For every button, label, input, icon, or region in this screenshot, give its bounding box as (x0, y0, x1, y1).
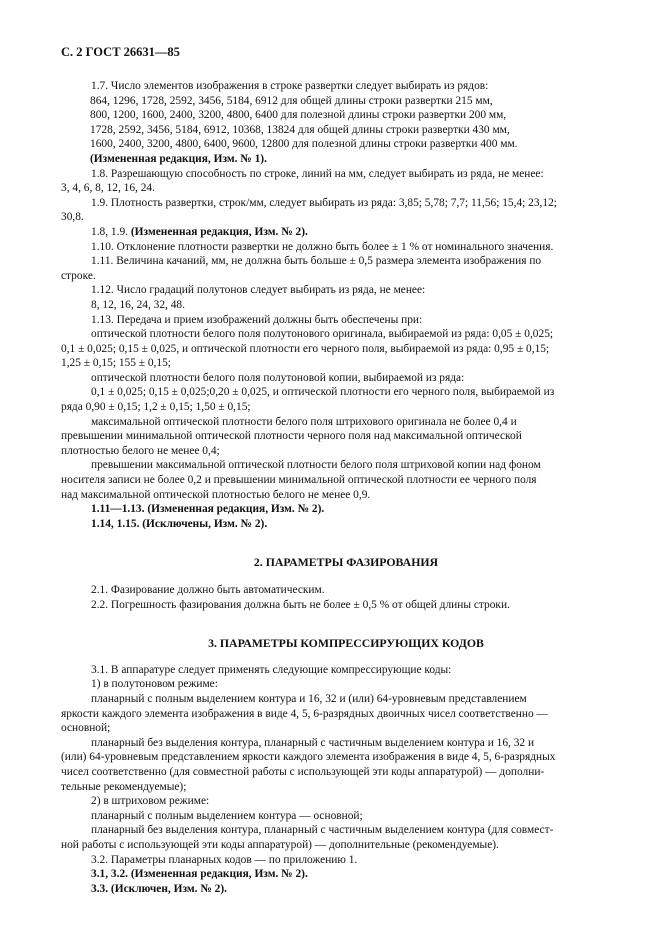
para-1-12-values: 8, 12, 16, 24, 32, 48. (91, 298, 185, 311)
para-1-13-line6: ряда 0,90 ± 0,15; 1,2 ± 0,15; 1,50 ± 0,15; (61, 401, 251, 414)
amendment-note-4: 3.1, 3.2. (Измененная редакция, Изм. № 2). (91, 868, 308, 881)
para-3-1-line10: ной работы с использующей эти коды аппаратурой) — дополнительные (рекомендуемые). (61, 838, 499, 851)
para-3-1-line5: (или) 64-уровневым представлением яркости каждого элемента изображения в виде 4, 5, 6-разрядных (61, 751, 556, 764)
row-430: 1728, 2592, 3456, 5184, 6912, 10368, 13824 для общей длины строки развертки 430 мм, (90, 123, 510, 136)
amendment-ref: 1.8, 1.9. (91, 225, 129, 238)
para-1-8-values: 3, 4, 6, 8, 12, 16, 24. (61, 182, 155, 195)
para-3-1: 3.1. В аппаратуре следует применять следующие компрессирующие коды: (91, 663, 452, 676)
row-400: 1600, 2400, 3200, 4800, 6400, 9600, 12800 для полезной длины строки развертки 400 мм. (90, 138, 518, 151)
document-body (61, 79, 601, 896)
para-1-13-line7: максимальной оптической плотности белого поля штрихового оригинала не более 0,4 и (91, 415, 517, 428)
para-3-1-line9: планарный без выделения контура, планарный с частичным выделением контура (для совмест- (91, 824, 554, 837)
para-1-13-line9: плотностью белого не менее 0,4; (61, 444, 220, 457)
para-3-1-line6: чисел соответственно (для совместной работы с использующей эти коды аппаратурой) — дополни- (61, 765, 545, 778)
para-3-1-line2: яркости каждого элемента изображения в виде 4, 5, 6-разрядных двоичных чисел соответственно — (61, 707, 548, 720)
excluded-note-2: 3.3. (Исключен, Изм. № 2). (91, 882, 227, 895)
para-1-7: 1.7. Число элементов изображения в строке развертки следует выбирать из рядов: (91, 80, 489, 92)
para-1-8: 1.8. Разрешающую способность по строке, линий на мм, следует выбирать из ряда, не менее: (91, 167, 544, 180)
para-1-13-line10: превышении максимальной оптической плотности белого поля штриховой копии над фоном (91, 459, 541, 472)
para-1-13-line5: 0,1 ± 0,025; 0,15 ± 0,025;0,20 ± 0,025, и оптической плотности его черного поля, выбираемой из (91, 386, 555, 399)
amendment-text: (Измененная редакция, Изм. № 2). (130, 225, 308, 238)
page-header: С. 2 ГОСТ 26631—85 (61, 45, 180, 59)
para-1-10: 1.10. Отклонение плотности развертки не должно быть более ± 1 % от номинального значения. (91, 240, 554, 253)
amendment-note-3: 1.11—1.13. (Измененная редакция, Изм. № 2). (91, 503, 325, 516)
para-3-1-item1: 1) в полутоновом режиме: (91, 678, 218, 691)
para-1-11: 1.11. Величина качаний, мм, не должна быть больше ± 0,5 размера элемента изображения по (91, 255, 542, 268)
para-1-13-line3: 1,25 ± 0,15; 155 ± 0,15; (61, 357, 171, 370)
para-3-1-line1: планарный с полным выделением контура и 16, 32 и (или) 64-уровневым представлением (91, 692, 527, 705)
para-2-1: 2.1. Фазирование должно быть автоматическим. (91, 584, 325, 596)
row-215: 864, 1296, 1728, 2592, 3456, 5184, 6912 для общей длины строки развертки 215 мм, (90, 94, 493, 107)
amendment-note-2 (91, 225, 601, 240)
para-3-1-line7: тельные рекомендуемые); (61, 780, 187, 793)
para-1-9: 1.9. Плотность развертки, строк/мм, следует выбирать из ряда: 3,85; 5,78; 7,7; 11,56; 15,4; 23,12; (91, 196, 557, 209)
para-3-1-line3: основной; (61, 722, 111, 735)
para-3-1-item2: 2) в штриховом режиме: (91, 795, 210, 808)
para-1-13-line4: оптической плотности белого поля полутоновой копии, выбираемой из ряда: (91, 371, 465, 384)
row-200: 800, 1200, 1600, 2400, 3200, 4800, 6400 для полезной длины строки развертки 200 мм, (90, 109, 507, 122)
para-1-13-line12: над максимальной оптической плотностью белого не менее 0,9. (61, 488, 371, 501)
para-1-11-cont: строке. (61, 269, 96, 282)
para-1-13-line1: оптической плотности белого поля полутонового оригинала, выбираемой из ряда: 0,05 ± 0,025; (91, 328, 554, 341)
para-1-9-cont: 30,8. (61, 211, 84, 224)
para-1-13-line8: превышении минимальной оптической плотности черного поля над максимальной оптической (61, 430, 522, 443)
para-3-1-line8: планарный с полным выделением контура — основной; (91, 809, 363, 822)
para-2-2: 2.2. Погрешность фазирования должна быть не более ± 0,5 % от общей длины строки. (91, 598, 510, 611)
excluded-note-1: 1.14, 1.15. (Исключены, Изм. № 2). (91, 517, 268, 530)
amendment-note-1: (Измененная редакция, Изм. № 1). (90, 152, 267, 165)
para-1-13: 1.13. Передача и прием изображений должны быть обеспечены при: (91, 313, 423, 326)
para-1-12: 1.12. Число градаций полутонов следует выбирать из ряда, не менее: (91, 284, 426, 297)
para-1-13-line11: носителя записи не более 0,2 и превышении минимальной оптической плотности ее черного поля (61, 474, 537, 487)
section-3-title: 3. ПАРАМЕТРЫ КОМПРЕССИРУЮЩИХ КОДОВ (208, 636, 484, 651)
para-1-13-line2: 0,1 ± 0,025; 0,15 ± 0,025, и оптической плотности его черного поля, выбираемой из ряда: 0,95 ± 0,15; (61, 342, 550, 355)
section-2-title: 2. ПАРАМЕТРЫ ФАЗИРОВАНИЯ (253, 555, 439, 570)
para-3-2: 3.2. Параметры планарных кодов — по приложению 1. (91, 853, 358, 866)
para-3-1-line4: планарный без выделения контура, планарный с частичным выделением контура и 16, 32 и (91, 736, 535, 749)
